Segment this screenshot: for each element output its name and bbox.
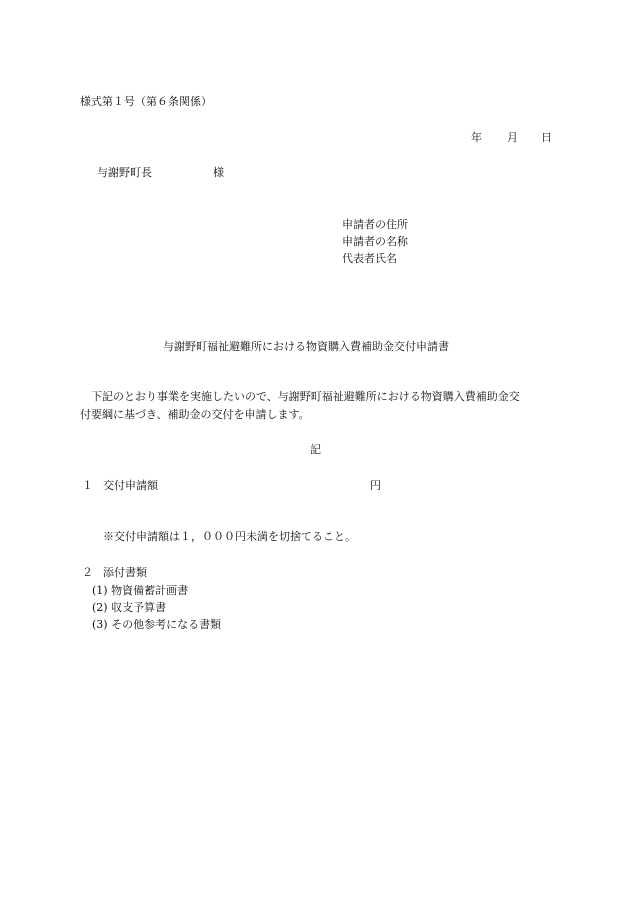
attachment-item: (3) その他参考になる書類 <box>92 618 222 631</box>
addressee-name: 与謝野町長 <box>97 166 152 179</box>
item1-label: 交付申請額 <box>103 479 158 492</box>
body-line-1: 下記のとおり事業を実施したいので、与謝野町福祉避難所における物資購入費補助金交 <box>91 390 520 403</box>
addressee-honorific: 様 <box>213 166 224 179</box>
item2-label: 添付書類 <box>103 566 147 579</box>
attachment-item: (1) 物資備蓄計画書 <box>92 584 189 597</box>
applicant-address-label: 申請者の住所 <box>342 218 408 231</box>
item1-unit: 円 <box>370 479 381 492</box>
form-label: 様式第１号（第６条関係） <box>80 95 212 108</box>
body-line-2: 付要綱に基づき、補助金の交付を申請します。 <box>80 408 310 421</box>
ki-heading: 記 <box>310 443 321 456</box>
item2-number: ２ <box>82 566 93 579</box>
document-title: 与謝野町福祉避難所における物資購入費補助金交付申請書 <box>163 340 449 353</box>
date-month: 月 <box>507 131 518 144</box>
applicant-representative-label: 代表者氏名 <box>342 252 397 265</box>
item1-note: ※交付申請額は１，０００円未満を切捨てること。 <box>103 530 356 543</box>
item1-number: １ <box>82 479 93 492</box>
applicant-name-label: 申請者の名称 <box>342 235 408 248</box>
date-year: 年 <box>471 131 482 144</box>
date-day: 日 <box>541 131 552 144</box>
attachment-item: (2) 収支予算書 <box>92 601 167 614</box>
